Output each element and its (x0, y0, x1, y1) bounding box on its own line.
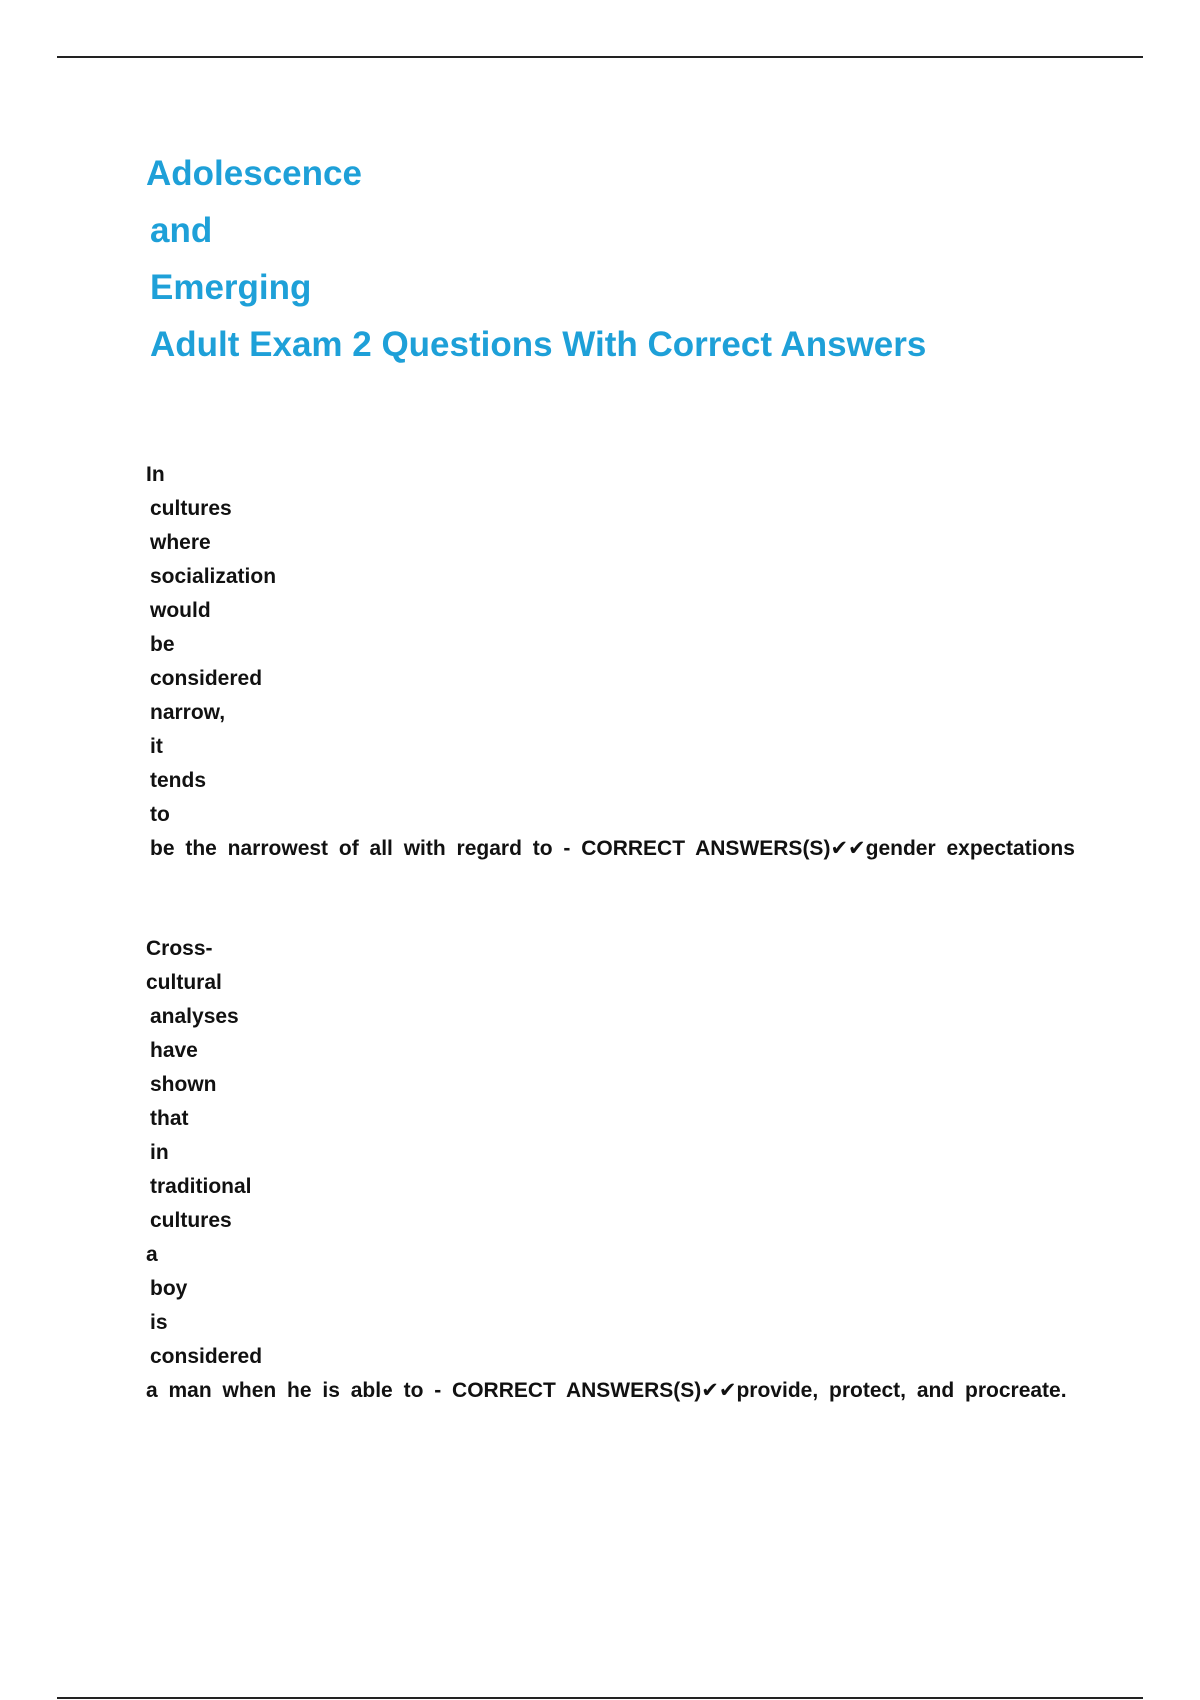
question-word: would (150, 599, 211, 622)
question-block-1 (146, 458, 1075, 866)
document-title (146, 145, 926, 373)
question-answer-line (146, 1374, 1067, 1408)
question-word: cultures (150, 1209, 232, 1232)
question-tail: a man when he is able to - CORRECT ANSWERS(S) (146, 1379, 702, 1402)
question-word: cultures (150, 497, 232, 520)
question-word: that (150, 1107, 189, 1130)
top-rule (57, 56, 1143, 58)
checkmark-icon: ✔✔ (701, 1379, 737, 1402)
title-line: and (150, 211, 213, 250)
question-block-2 (146, 932, 1067, 1408)
question-word: to (150, 803, 170, 826)
title-line: Adolescence (146, 154, 362, 193)
question-answer-line (146, 832, 1075, 866)
question-word: considered (150, 667, 263, 690)
question-word: analyses (150, 1005, 239, 1028)
correct-answer: provide, protect, and procreate. (736, 1379, 1067, 1402)
question-word: considered (150, 1345, 263, 1368)
question-word: Cross- (146, 937, 213, 960)
question-word: tends (150, 769, 207, 792)
question-word: narrow, (150, 701, 226, 724)
question-word: be (150, 633, 175, 656)
question-word: have (150, 1039, 198, 1062)
title-line: Adult Exam 2 Questions With Correct Answers (150, 325, 927, 364)
checkmark-icon: ✔✔ (830, 837, 866, 860)
question-word: a (146, 1243, 158, 1266)
question-word: it (150, 735, 163, 758)
question-word: socialization (150, 565, 277, 588)
question-word: In (146, 463, 165, 486)
correct-answer: gender expectations (865, 837, 1075, 860)
question-word: traditional (150, 1175, 252, 1198)
title-line: Emerging (150, 268, 312, 307)
bottom-rule (57, 1697, 1143, 1699)
question-word: is (150, 1311, 168, 1334)
question-word: shown (150, 1073, 217, 1096)
question-word: boy (150, 1277, 188, 1300)
question-word: cultural (146, 971, 222, 994)
question-word: in (150, 1141, 169, 1164)
question-word: where (150, 531, 211, 554)
question-tail: be the narrowest of all with regard to - CORRECT ANSWERS(S) (150, 837, 831, 860)
